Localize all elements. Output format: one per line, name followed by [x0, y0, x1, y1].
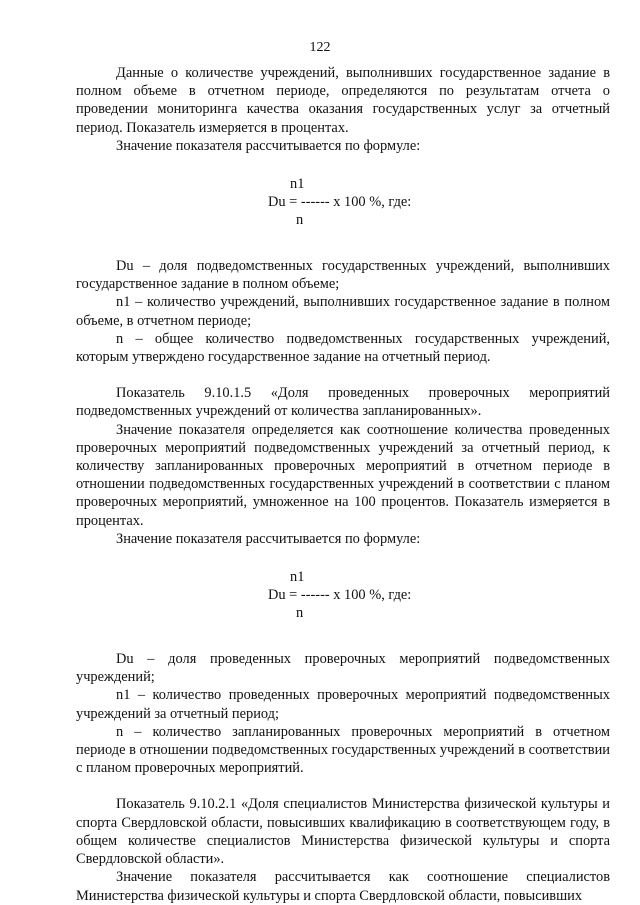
formula-lead-2: Значение показателя рассчитывается по формуле: — [116, 530, 421, 547]
formula-2-expression: Du = ------ x 100 %, где: — [268, 587, 412, 604]
definition-n-2: n – количество запланированных проверочных мероприятий в отчетном периоде в отношении подведомственных государственных учреждений в соответствии с планом проверочных мероприятий. — [76, 723, 610, 777]
formula-lead-1: Значение показателя рассчитывается по формуле: — [116, 137, 421, 154]
formula-1 — [76, 169, 610, 245]
document-body — [76, 64, 610, 905]
indicator-9-10-2-1-title: Показатель 9.10.2.1 «Доля специалистов Министерства физической культуры и спорта Свердловской области, повысивших квалификацию в соответствующем году, в общем количестве специалистов Министерства физической культуры и спорта Свердловской области». — [76, 796, 610, 868]
indicator-9-10-1-5-description: Значение показателя определяется как соотношение количества проведенных проверочных мероприятий подведомственных учреждений за отчетный период, к количеству запланированных проверочных мероприятий в отчетном периоде в отношении подведомственных государственных учреждений в соответствии с планом проверочных мероприятий, умноженное на 100 процентов. Показатель измеряется в процентах. — [76, 421, 610, 529]
indicator-9-10-1-5-title: Показатель 9.10.1.5 «Доля проведенных проверочных мероприятий подведомственных учреждений от количества запланированных». — [76, 385, 610, 420]
definition-n1-2: n1 – количество проведенных проверочных мероприятий подведомственных учреждений за отчетный период; — [76, 687, 610, 722]
definition-du-1: Du – доля подведомственных государственных учреждений, выполнивших государственное задание в полном объеме; — [76, 258, 610, 293]
formula-2-denominator: n — [296, 605, 304, 622]
formula-1-expression: Du = ------ x 100 %, где: — [268, 194, 412, 211]
indicator-9-10-2-1-description: Значение показателя рассчитывается как соотношение специалистов Министерства физической культуры и спорта Свердловской области, повысивших — [76, 869, 610, 904]
formula-2 — [76, 562, 610, 638]
definition-n1-1: n1 – количество учреждений, выполнивших государственное задание в полном объеме, в отчетном периоде; — [76, 294, 610, 329]
definition-du-2: Du – доля проведенных проверочных мероприятий подведомственных учреждений; — [76, 651, 610, 686]
formula-1-numerator: n1 — [290, 176, 305, 193]
formula-1-denominator: n — [296, 212, 304, 229]
definition-n-1: n – общее количество подведомственных государственных учреждений, которым утверждено государственное задание на отчетный период. — [76, 330, 610, 366]
formula-2-numerator: n1 — [290, 569, 305, 586]
page-number: 122 — [309, 40, 331, 55]
paragraph-intro: Данные о количестве учреждений, выполнивших государственное задание в полном объеме в отчетном периоде, определяются по результатам отчета о проведении мониторинга качества оказания государственных услуг за отчетный период. Показатель измеряется в процентах. — [76, 65, 610, 136]
